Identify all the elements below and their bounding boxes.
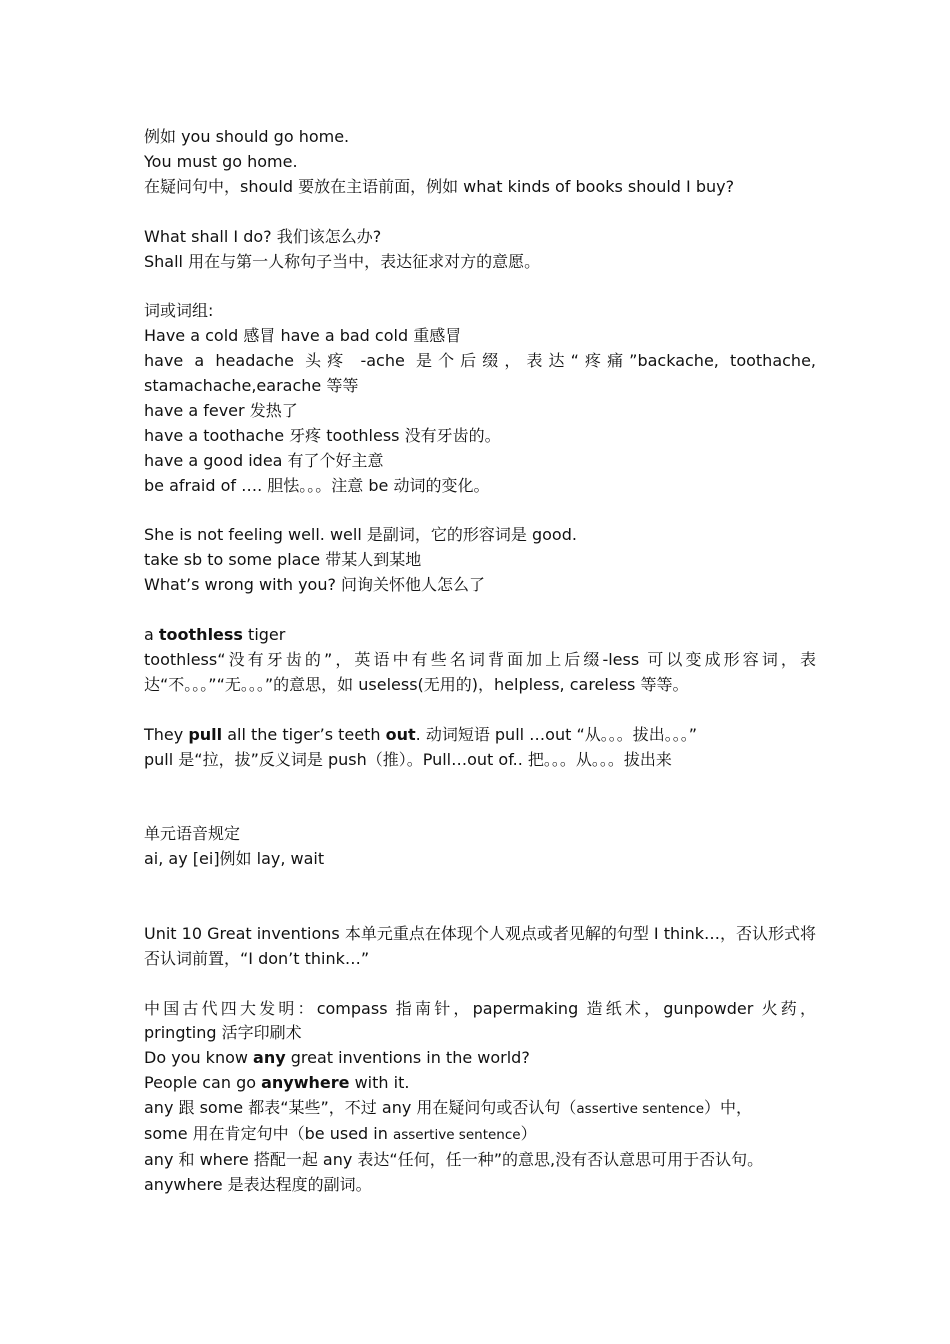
text-run: all the tiger’s teeth: [222, 724, 386, 744]
blank-line: [144, 772, 816, 797]
section-heading: 单元语音规定: [144, 824, 241, 844]
text-run: tiger: [242, 625, 286, 645]
text-run: some 用在肯定句中（be used in: [144, 1124, 393, 1144]
text-run: ）: [520, 1124, 537, 1144]
text-line: [144, 1046, 816, 1071]
text-line: 例如 you should go home.: [144, 127, 350, 146]
text-run: . 动词短语 pull …out “从。。。拔出。。。”: [415, 724, 698, 744]
text-line: [144, 1122, 816, 1148]
text-line: [144, 1096, 816, 1122]
blank-line: [144, 598, 816, 623]
text-line: have a good idea 有了个好主意: [144, 450, 384, 470]
text-run: great inventions in the world?: [285, 1048, 530, 1068]
text-line: [144, 723, 816, 748]
bold-word: anywhere: [261, 1073, 350, 1093]
text-line: You must go home.: [144, 151, 298, 171]
bold-word: any: [253, 1048, 286, 1068]
text-line: take sb to some place 带某人到某地: [144, 550, 422, 570]
small-text: assertive sentence: [576, 1101, 705, 1118]
blank-line: [144, 797, 816, 822]
text-line: [144, 1071, 816, 1096]
text-paragraph: toothless“没有牙齿的”，英语中有些名词背面加上后缀-less 可以变成形容词，表达“不。。。”“无。。。”的意思，如 useless(无用的)，helpless, careless 等等。: [144, 649, 816, 694]
text-line: Shall 用在与第一人称句子当中，表达征求对方的意愿。: [144, 251, 541, 271]
text-line: have a toothache 牙疼 toothless 没有牙齿的。: [144, 425, 501, 445]
bold-word: pull: [188, 724, 223, 744]
bold-word: out: [385, 724, 416, 744]
text-paragraph: Unit 10 Great inventions 本单元重点在体现个人观点或者见解的句型 I think…，否认形式将否认词前置，“I don’t think…”: [144, 923, 817, 968]
blank-line: [144, 972, 816, 997]
text-run: a: [144, 625, 159, 645]
section-heading: 词或词组:: [144, 301, 214, 321]
text-paragraph: 中国古代四大发明：compass 指南针，papermaking 造纸术，gunpowder 火药，pringting 活字印刷术: [144, 998, 816, 1043]
text-run: any 跟 some 都表“某些”，不过 any 用在疑问句或否认句（: [144, 1098, 577, 1118]
text-paragraph: have a headache 头疼 -ache 是个后缀，表达“疼痛”backache, toothache, stamachache,earache 等等: [144, 351, 816, 396]
blank-line: [144, 698, 816, 723]
text-line: be afraid of …. 胆怯。。。注意 be 动词的变化。: [144, 475, 490, 495]
text-run: with it.: [349, 1073, 410, 1093]
document-body: [144, 125, 816, 1198]
text-line: 在疑问句中，should 要放在主语前面，例如 what kinds of books should I buy?: [144, 176, 735, 196]
blank-line: [144, 872, 816, 897]
blank-line: [144, 274, 816, 299]
text-line: anywhere 是表达程度的副词。: [144, 1174, 372, 1194]
text-run: ）中，: [704, 1098, 753, 1118]
text-line: pull 是“拉，拔”反义词是 push（推）。Pull…out of.. 把。。。从。。。拔出来: [144, 749, 672, 769]
text-line: What shall I do? 我们该怎么办?: [144, 226, 382, 246]
text-line: any 和 where 搭配一起 any 表达“任何，任一种”的意思,没有否认意思可用于否认句。: [144, 1150, 764, 1169]
text-run: Do you know: [144, 1048, 254, 1068]
text-line: have a fever 发热了: [144, 400, 298, 420]
text-line: Have a cold 感冒 have a bad cold 重感冒: [144, 326, 462, 346]
text-run: People can go: [144, 1073, 262, 1093]
text-run: They: [144, 724, 189, 744]
blank-line: [144, 499, 816, 524]
bold-word: toothless: [158, 625, 243, 645]
blank-line: [144, 200, 816, 225]
small-text: assertive sentence: [392, 1127, 521, 1144]
text-line: She is not feeling well. well 是副词，它的形容词是 good.: [144, 525, 577, 545]
blank-line: [144, 897, 816, 922]
text-line: ai, ay [ei]例如 lay, wait: [144, 849, 325, 869]
text-line: [144, 623, 816, 648]
text-line: What’s wrong with you? 问询关怀他人怎么了: [144, 575, 486, 595]
